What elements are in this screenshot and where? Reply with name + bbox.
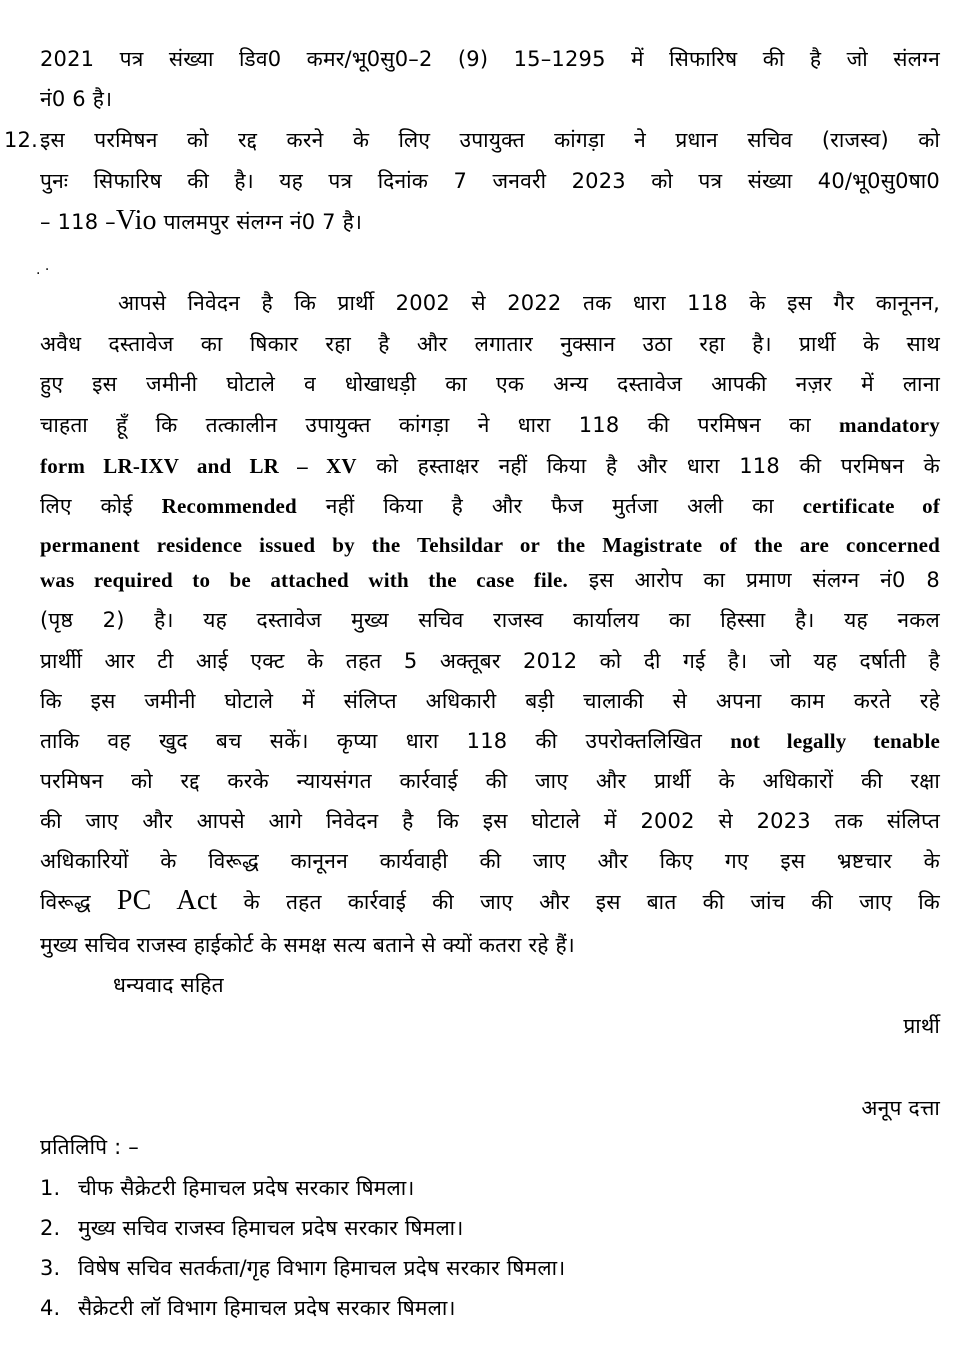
item-12-line-1: इस परमिषन को रद्द करने के लिए उपायुक्त कांगड़ा ने प्रधान सचिव (राजस्व) को [40, 128, 940, 152]
closing-text: धन्यवाद सहित [113, 973, 224, 997]
body-line-4-text: चाहता हूँ कि तत्कालीन उपायुक्त कांगड़ा ने धारा 118 की परमिषन का [40, 413, 840, 437]
applicant-name: अनूप दत्ता [861, 1096, 940, 1120]
body-line-17: मुख्य सचिव राजस्व हाईकोर्ट के समक्ष सत्य बताने से क्यों कतरा रहे हैं। [40, 933, 575, 957]
copy-to-item-number: 2. [40, 1216, 61, 1240]
copy-to-item-text: मुख्य सचिव राजस्व हिमाचल प्रदेष सरकार षिमला। [78, 1216, 464, 1240]
applicant-label: प्रार्थी [903, 1014, 940, 1038]
body-line-1: आपसे निवेदन है कि प्रार्थी 2002 से 2022 तक धारा 118 के इस गैर कानूनन, [118, 291, 940, 315]
body-line-9: (पृष्ठ 2) है। यह दस्तावेज मुख्य सचिव राजस्व कार्यालय का हिस्सा है। यह नकल [40, 608, 940, 632]
body-line-6 [40, 493, 940, 519]
body-line-7: permanent residence issued by the Tehsildar or the Magistrate of the are concerned [40, 533, 940, 557]
copy-to-item-text: विषेष सचिव सतर्कता/गृह विभाग हिमाचल प्रदेष सरकार षिमला। [78, 1256, 566, 1280]
item-12-vio: Vio [115, 205, 157, 236]
body-line-5 [40, 453, 940, 479]
item-12-line-3 [40, 205, 940, 236]
case-file-text: was required to be attached with the case file. [40, 568, 568, 592]
copy-to-heading: प्रतिलिपि : – [40, 1135, 139, 1159]
top-paragraph-line-1: 2021 पत्र संख्या डिव0 कमर/भू0सु0–2 (9) 15–1295 में सिफारिष की है जो संलग्न [40, 47, 940, 71]
body-line-3: हुए इस जमीनी घोटाले व धोखाधड़ी का एक अन्य दस्तावेज आपकी नज़र में लाना [40, 372, 940, 396]
pc-act-text: PC Act [116, 885, 218, 916]
copy-to-item [40, 1295, 940, 1321]
body-line-2: अवैध दस्तावेज का षिकार रहा है और लगातार नुक्सान उठा रहा है। प्रार्थी के साथ [40, 332, 940, 356]
body-line-12 [40, 728, 940, 754]
copy-to-item-number: 1. [40, 1176, 61, 1200]
copy-to-item-text: चीफ सैक्रेटरी हिमाचल प्रदेष सरकार षिमला। [78, 1176, 415, 1200]
body-line-6-text-a: लिए कोई [40, 494, 162, 518]
stray-mark: . · [36, 262, 50, 278]
item-12-line-2: पुनः सिफारिष की है। यह पत्र दिनांक 7 जनवरी 2023 को पत्र संख्या 40/भू0सु0षा0 [40, 169, 940, 193]
body-line-4 [40, 412, 940, 438]
body-line-16-text-a: विरूद्ध [40, 890, 117, 914]
body-line-8 [40, 567, 940, 593]
copy-to-item [40, 1255, 940, 1281]
copy-to-item [40, 1175, 940, 1201]
body-line-10: प्रार्थीी आर टी आई एक्ट के तहत 5 अक्तूबर 2012 को दी गई है। जो यह दर्षाती है [40, 649, 940, 673]
not-tenable-text: not legally tenable [730, 729, 940, 753]
recommended-text: Recommended [161, 494, 297, 518]
item-12-ref: – 118 – [40, 210, 116, 234]
body-line-14: की जाए और आपसे आगे निवेदन है कि इस घोटाले में 2002 से 2023 तक संलिप्त [40, 809, 940, 833]
body-line-5-text: को हस्ताक्षर नहीं किया है और धारा 118 की परमिषन के [356, 454, 940, 478]
item-12-number: 12. [4, 128, 38, 152]
body-line-16-text-c: के तहत कार्रवाई की जाए और इस बात की जांच की जाए कि [217, 890, 940, 914]
body-line-6-text-c: नहीं किया है और फैज मुर्तजा अली का [296, 494, 803, 518]
copy-to-item-number: 3. [40, 1256, 61, 1280]
top-paragraph-line-2: नं0 6 है। [40, 87, 113, 111]
body-line-11: कि इस जमीनी घोटाले में संलिप्त अधिकारी बड़ी चालाकी से अपना काम करते रहे [40, 689, 940, 713]
mandatory-text: mandatory [839, 413, 940, 437]
copy-to-item-number: 4. [40, 1296, 61, 1320]
certificate-text: certificate of [802, 494, 941, 518]
copy-to-item-text: सैक्रेटरी लॉ विभाग हिमाचल प्रदेष सरकार षिमला। [78, 1296, 456, 1320]
body-line-8-text: इस आरोप का प्रमाण संलग्न नं0 8 [567, 568, 940, 592]
body-line-16 [40, 885, 940, 916]
body-line-13: परमिषन को रद्द करके न्यायसंगत कार्रवाई की जाए और प्रार्थी के अधिकारों की रक्षा [40, 769, 940, 793]
body-line-15: अधिकारियों के विरूद्ध कानूनन कार्यवाही की जाए और किए गए इस भ्रष्टचार के [40, 849, 940, 873]
item-12-place: पालमपुर संलग्न नं0 7 है। [156, 210, 363, 234]
copy-to-item [40, 1215, 940, 1241]
body-line-12-text: ताकि वह खुद बच सकें। कृप्या धारा 118 की उपरोक्तलिखित [40, 729, 731, 753]
form-name-text: form LR-IXV and LR – XV [40, 454, 357, 478]
